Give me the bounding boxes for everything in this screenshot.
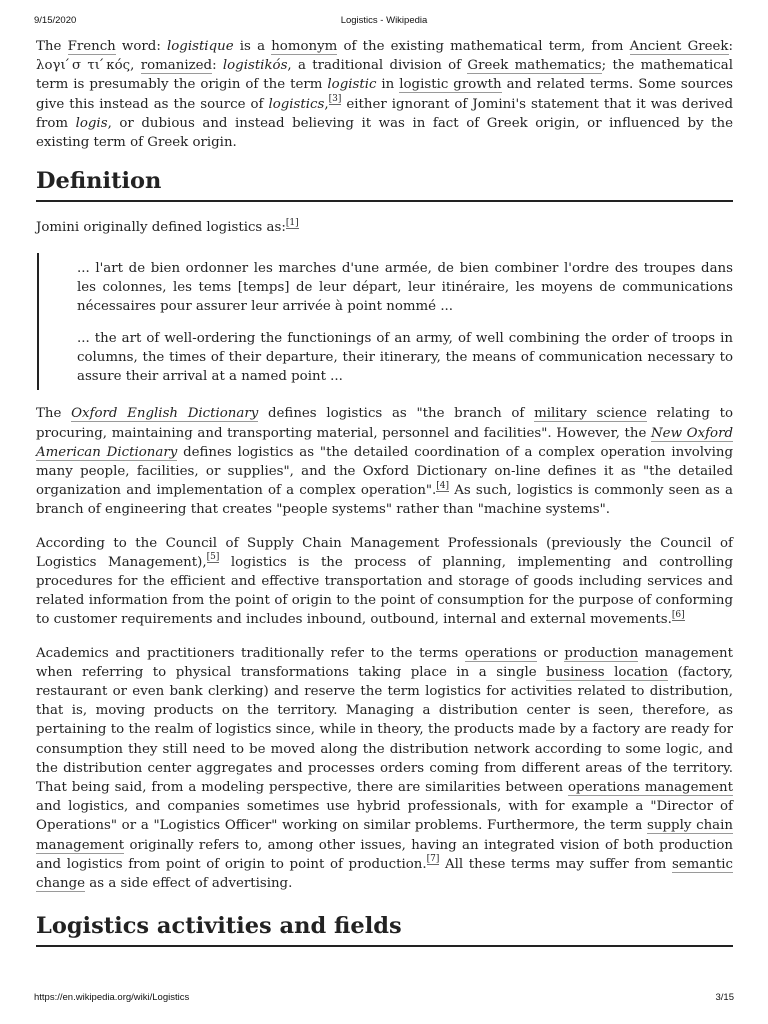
- link-logistic-growth[interactable]: logistic growth: [399, 77, 502, 93]
- etymology-paragraph: The French word: logistique is a homonym of the existing mathematical term, from Ancient Greek: λογι ́σ τι ́κός, romanized: logistikós, a traditional division of Greek mathematics; the mathematical term is presumably the origin of the term logistic in logistic growth and related terms. Some sources give this instead as the source of logistics,[3] either ignorant of Jomini's statement that it was derived from logis, or dubious and instead believing it was in fact of Greek origin, or influenced by the existing term of Greek origin.: [36, 39, 734, 151]
- citation-1[interactable]: [1]: [285, 217, 299, 228]
- print-page-number: 3/15: [715, 992, 734, 1003]
- citation-6[interactable]: [6]: [671, 610, 685, 621]
- link-operations[interactable]: operations: [464, 645, 537, 661]
- academics-paragraph: Academics and practitioners traditionally refer to the terms operations or production management when referring to physical transformations taking place in a single business location (factory, restaurant or even bank clerking) and reserve the term logistics for activities related to distribution, that is, moving products on the territory. Managing a distribution center is seen, therefore, as pertaining to the realm of logistics since, while in theory, the products made by a factory are ready for consumption they still need to be moved along the distribution network according to some logic, and the distribution center aggregates and processes orders coming from different areas of the territory. That being said, from a modeling perspective, there are similarities between operations management and logistics, and companies sometimes use hybrid professionals, with for example a "Director of Operations" or a "Logistics Officer" working on similar problems. Furthermore, the term supply chain management originally refers to, among other issues, having an integrated vision of both production and logistics from point of origin to point of production.[7] All these terms may suffer from semantic change as a side effect of advertising.: [36, 645, 733, 892]
- print-url: https://en.wikipedia.org/wiki/Logistics: [34, 992, 190, 1003]
- link-operations-management[interactable]: operations management: [568, 780, 733, 796]
- citation-7[interactable]: [7]: [426, 854, 440, 865]
- citation-5[interactable]: [5]: [206, 552, 220, 563]
- link-romanized[interactable]: romanized: [140, 58, 213, 74]
- link-military-science[interactable]: military science: [534, 406, 647, 422]
- link-business-location[interactable]: business location: [546, 664, 669, 680]
- print-footer: [34, 992, 734, 1006]
- link-french[interactable]: French: [67, 39, 116, 54]
- print-header: [34, 15, 734, 29]
- article-content: [36, 37, 733, 947]
- link-homonym[interactable]: homonym: [271, 39, 338, 54]
- link-ancient-greek[interactable]: Ancient Greek: [629, 39, 729, 54]
- section-heading-logistics-activities: Logistics activities and fields: [36, 911, 733, 947]
- link-semantic-change[interactable]: semantic change: [36, 856, 733, 892]
- link-new-oxford-american-dictionary[interactable]: New Oxford American Dictionary: [36, 425, 733, 460]
- citation-4[interactable]: [4]: [436, 480, 450, 491]
- greek-word: λογι ́σ τι ́κός: [36, 58, 131, 74]
- link-supply-chain-management[interactable]: supply chain management: [36, 818, 733, 853]
- quote-english: ... the art of well-ordering the functionings of an army, of well combining the order of troops in columns, the times of their departure, their itinerary, the means of communication necessary to assure their arrival at a named point ...: [77, 331, 733, 385]
- quote-french: ... l'art de bien ordonner les marches d'une armée, de bien combiner l'ordre des troupes dans les colonnes, les tems [temps] de leur départ, leur itinéraire, les moyens de communications nécessaires pour assurer leur arrivée à point nommé ...: [77, 261, 733, 315]
- print-date: 9/15/2020: [34, 15, 77, 26]
- link-oxford-english-dictionary[interactable]: Oxford English Dictionary: [71, 406, 259, 422]
- jomini-intro: Jomini originally defined logistics as:[1]: [36, 217, 299, 236]
- link-greek-mathematics[interactable]: Greek mathematics: [467, 58, 602, 74]
- citation-3[interactable]: [3]: [328, 94, 342, 105]
- jomini-blockquote: [37, 253, 733, 390]
- council-paragraph: According to the Council of Supply Chain Management Professionals (previously the Council of Logistics Management),[5] logistics is the process of planning, implementing and controlling procedures for the efficient and effective transportation and storage of goods including services and related information from the point of origin to the point of consumption for the purpose of conforming to customer requirements and includes inbound, outbound, internal and external movements.[6]: [36, 535, 733, 628]
- print-page-title: Logistics - Wikipedia: [340, 15, 428, 26]
- link-production[interactable]: production: [564, 645, 639, 661]
- oed-paragraph: The Oxford English Dictionary defines logistics as "the branch of military science relating to procuring, maintaining and transporting material, personnel and facilities". However, the New Oxford American Dictionary defines logistics as "the detailed coordination of a complex operation involving many people, facilities, or supplies", and the Oxford Dictionary on-line defines it as "the detailed organization and implementation of a complex operation".[4] As such, logistics is commonly seen as a branch of engineering that creates "people systems" rather than "machine systems".: [36, 406, 733, 518]
- section-heading-definition: Definition: [36, 166, 733, 202]
